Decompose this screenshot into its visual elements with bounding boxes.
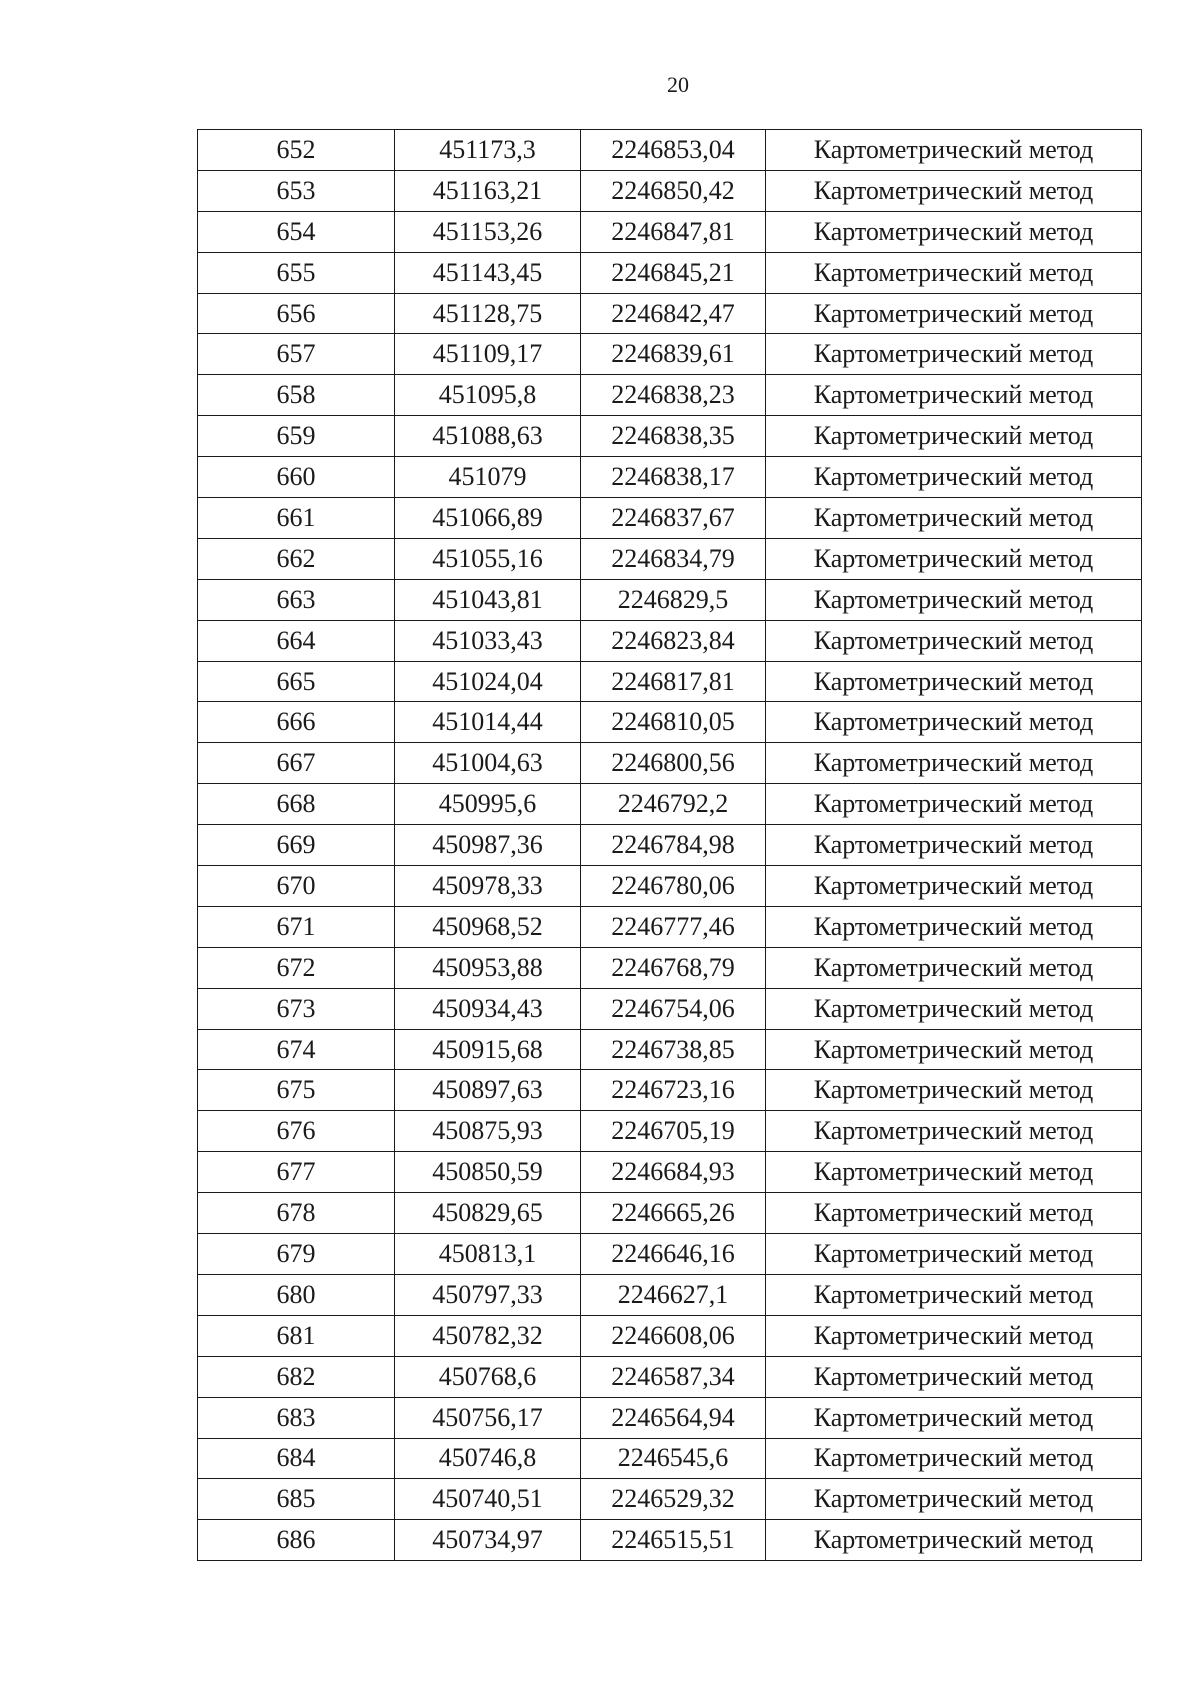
y-coordinate-cell: 2246608,06 <box>581 1315 766 1356</box>
method-cell: Картометрический метод <box>766 1315 1142 1356</box>
point-number-cell: 685 <box>198 1479 395 1520</box>
y-coordinate-cell: 2246545,6 <box>581 1438 766 1479</box>
method-cell: Картометрический метод <box>766 866 1142 907</box>
method-cell: Картометрический метод <box>766 1234 1142 1275</box>
y-coordinate-cell: 2246754,06 <box>581 988 766 1029</box>
table-row <box>198 1520 1142 1561</box>
y-coordinate-cell: 2246627,1 <box>581 1274 766 1315</box>
x-coordinate-cell: 450782,32 <box>395 1315 581 1356</box>
x-coordinate-cell: 450897,63 <box>395 1070 581 1111</box>
point-number-cell: 684 <box>198 1438 395 1479</box>
x-coordinate-cell: 450797,33 <box>395 1274 581 1315</box>
table-row <box>198 1274 1142 1315</box>
point-number-cell: 652 <box>198 130 395 171</box>
table-row <box>198 211 1142 252</box>
method-cell: Картометрический метод <box>766 1029 1142 1070</box>
point-number-cell: 671 <box>198 906 395 947</box>
table-row <box>198 866 1142 907</box>
point-number-cell: 664 <box>198 620 395 661</box>
y-coordinate-cell: 2246834,79 <box>581 538 766 579</box>
table-row <box>198 947 1142 988</box>
table-row <box>198 906 1142 947</box>
x-coordinate-cell: 450987,36 <box>395 825 581 866</box>
table-row <box>198 334 1142 375</box>
point-number-cell: 665 <box>198 661 395 702</box>
table-row <box>198 1029 1142 1070</box>
y-coordinate-cell: 2246780,06 <box>581 866 766 907</box>
method-cell: Картометрический метод <box>766 1070 1142 1111</box>
table-row <box>198 1111 1142 1152</box>
point-number-cell: 662 <box>198 538 395 579</box>
method-cell: Картометрический метод <box>766 620 1142 661</box>
method-cell: Картометрический метод <box>766 498 1142 539</box>
table-row <box>198 579 1142 620</box>
x-coordinate-cell: 450734,97 <box>395 1520 581 1561</box>
y-coordinate-cell: 2246842,47 <box>581 293 766 334</box>
table-row <box>198 498 1142 539</box>
y-coordinate-cell: 2246838,17 <box>581 457 766 498</box>
y-coordinate-cell: 2246684,93 <box>581 1152 766 1193</box>
y-coordinate-cell: 2246800,56 <box>581 743 766 784</box>
table-row <box>198 457 1142 498</box>
x-coordinate-cell: 451143,45 <box>395 252 581 293</box>
table-row <box>198 620 1142 661</box>
y-coordinate-cell: 2246838,23 <box>581 375 766 416</box>
x-coordinate-cell: 451004,63 <box>395 743 581 784</box>
method-cell: Картометрический метод <box>766 906 1142 947</box>
table-row <box>198 702 1142 743</box>
x-coordinate-cell: 451095,8 <box>395 375 581 416</box>
method-cell: Картометрический метод <box>766 457 1142 498</box>
method-cell: Картометрический метод <box>766 702 1142 743</box>
method-cell: Картометрический метод <box>766 1274 1142 1315</box>
y-coordinate-cell: 2246837,67 <box>581 498 766 539</box>
table-row <box>198 416 1142 457</box>
x-coordinate-cell: 450995,6 <box>395 784 581 825</box>
x-coordinate-cell: 451109,17 <box>395 334 581 375</box>
table-row <box>198 784 1142 825</box>
point-number-cell: 653 <box>198 170 395 211</box>
table-row <box>198 1397 1142 1438</box>
method-cell: Картометрический метод <box>766 661 1142 702</box>
point-number-cell: 673 <box>198 988 395 1029</box>
method-cell: Картометрический метод <box>766 1356 1142 1397</box>
y-coordinate-cell: 2246515,51 <box>581 1520 766 1561</box>
method-cell: Картометрический метод <box>766 988 1142 1029</box>
method-cell: Картометрический метод <box>766 130 1142 171</box>
point-number-cell: 657 <box>198 334 395 375</box>
x-coordinate-cell: 451033,43 <box>395 620 581 661</box>
y-coordinate-cell: 2246853,04 <box>581 130 766 171</box>
y-coordinate-cell: 2246665,26 <box>581 1193 766 1234</box>
table-row <box>198 661 1142 702</box>
method-cell: Картометрический метод <box>766 211 1142 252</box>
x-coordinate-cell: 450813,1 <box>395 1234 581 1275</box>
table-row <box>198 1234 1142 1275</box>
method-cell: Картометрический метод <box>766 825 1142 866</box>
point-number-cell: 654 <box>198 211 395 252</box>
table-row <box>198 825 1142 866</box>
x-coordinate-cell: 450746,8 <box>395 1438 581 1479</box>
point-number-cell: 667 <box>198 743 395 784</box>
point-number-cell: 655 <box>198 252 395 293</box>
page-number: 20 <box>667 72 689 97</box>
x-coordinate-cell: 450740,51 <box>395 1479 581 1520</box>
method-cell: Картометрический метод <box>766 1193 1142 1234</box>
table-row <box>198 1070 1142 1111</box>
point-number-cell: 670 <box>198 866 395 907</box>
table-row <box>198 538 1142 579</box>
x-coordinate-cell: 450915,68 <box>395 1029 581 1070</box>
point-number-cell: 674 <box>198 1029 395 1070</box>
point-number-cell: 679 <box>198 1234 395 1275</box>
y-coordinate-cell: 2246587,34 <box>581 1356 766 1397</box>
method-cell: Картометрический метод <box>766 538 1142 579</box>
method-cell: Картометрический метод <box>766 784 1142 825</box>
table-row <box>198 1193 1142 1234</box>
table-row <box>198 293 1142 334</box>
y-coordinate-cell: 2246723,16 <box>581 1070 766 1111</box>
x-coordinate-cell: 451088,63 <box>395 416 581 457</box>
method-cell: Картометрический метод <box>766 334 1142 375</box>
method-cell: Картометрический метод <box>766 743 1142 784</box>
method-cell: Картометрический метод <box>766 375 1142 416</box>
table-row <box>198 375 1142 416</box>
y-coordinate-cell: 2246529,32 <box>581 1479 766 1520</box>
point-number-cell: 677 <box>198 1152 395 1193</box>
x-coordinate-cell: 450756,17 <box>395 1397 581 1438</box>
method-cell: Картометрический метод <box>766 1479 1142 1520</box>
table-row <box>198 1315 1142 1356</box>
table-row <box>198 988 1142 1029</box>
method-cell: Картометрический метод <box>766 1152 1142 1193</box>
table-row <box>198 170 1142 211</box>
method-cell: Картометрический метод <box>766 947 1142 988</box>
x-coordinate-cell: 451043,81 <box>395 579 581 620</box>
y-coordinate-cell: 2246838,35 <box>581 416 766 457</box>
x-coordinate-cell: 451173,3 <box>395 130 581 171</box>
y-coordinate-cell: 2246817,81 <box>581 661 766 702</box>
y-coordinate-cell: 2246646,16 <box>581 1234 766 1275</box>
point-number-cell: 668 <box>198 784 395 825</box>
point-number-cell: 681 <box>198 1315 395 1356</box>
y-coordinate-cell: 2246850,42 <box>581 170 766 211</box>
method-cell: Картометрический метод <box>766 416 1142 457</box>
y-coordinate-cell: 2246845,21 <box>581 252 766 293</box>
y-coordinate-cell: 2246705,19 <box>581 1111 766 1152</box>
point-number-cell: 672 <box>198 947 395 988</box>
point-number-cell: 678 <box>198 1193 395 1234</box>
x-coordinate-cell: 450953,88 <box>395 947 581 988</box>
x-coordinate-cell: 450768,6 <box>395 1356 581 1397</box>
point-number-cell: 686 <box>198 1520 395 1561</box>
table-row <box>198 1479 1142 1520</box>
coordinates-table <box>197 129 1142 1561</box>
x-coordinate-cell: 451024,04 <box>395 661 581 702</box>
method-cell: Картометрический метод <box>766 293 1142 334</box>
table-row <box>198 1152 1142 1193</box>
method-cell: Картометрический метод <box>766 252 1142 293</box>
x-coordinate-cell: 450978,33 <box>395 866 581 907</box>
x-coordinate-cell: 451014,44 <box>395 702 581 743</box>
point-number-cell: 666 <box>198 702 395 743</box>
x-coordinate-cell: 450934,43 <box>395 988 581 1029</box>
x-coordinate-cell: 450968,52 <box>395 906 581 947</box>
table-row <box>198 1438 1142 1479</box>
y-coordinate-cell: 2246564,94 <box>581 1397 766 1438</box>
y-coordinate-cell: 2246839,61 <box>581 334 766 375</box>
method-cell: Картометрический метод <box>766 579 1142 620</box>
table-row <box>198 743 1142 784</box>
point-number-cell: 676 <box>198 1111 395 1152</box>
y-coordinate-cell: 2246792,2 <box>581 784 766 825</box>
y-coordinate-cell: 2246823,84 <box>581 620 766 661</box>
method-cell: Картометрический метод <box>766 1438 1142 1479</box>
y-coordinate-cell: 2246768,79 <box>581 947 766 988</box>
point-number-cell: 660 <box>198 457 395 498</box>
point-number-cell: 658 <box>198 375 395 416</box>
point-number-cell: 683 <box>198 1397 395 1438</box>
x-coordinate-cell: 451153,26 <box>395 211 581 252</box>
point-number-cell: 669 <box>198 825 395 866</box>
point-number-cell: 656 <box>198 293 395 334</box>
point-number-cell: 661 <box>198 498 395 539</box>
x-coordinate-cell: 450829,65 <box>395 1193 581 1234</box>
y-coordinate-cell: 2246784,98 <box>581 825 766 866</box>
method-cell: Картометрический метод <box>766 1397 1142 1438</box>
point-number-cell: 659 <box>198 416 395 457</box>
table-row <box>198 1356 1142 1397</box>
x-coordinate-cell: 451163,21 <box>395 170 581 211</box>
coordinates-table-body <box>198 130 1142 1561</box>
y-coordinate-cell: 2246847,81 <box>581 211 766 252</box>
point-number-cell: 680 <box>198 1274 395 1315</box>
x-coordinate-cell: 451066,89 <box>395 498 581 539</box>
method-cell: Картометрический метод <box>766 170 1142 211</box>
x-coordinate-cell: 450850,59 <box>395 1152 581 1193</box>
x-coordinate-cell: 450875,93 <box>395 1111 581 1152</box>
y-coordinate-cell: 2246777,46 <box>581 906 766 947</box>
y-coordinate-cell: 2246829,5 <box>581 579 766 620</box>
point-number-cell: 682 <box>198 1356 395 1397</box>
point-number-cell: 675 <box>198 1070 395 1111</box>
x-coordinate-cell: 451079 <box>395 457 581 498</box>
table-row <box>198 252 1142 293</box>
y-coordinate-cell: 2246738,85 <box>581 1029 766 1070</box>
method-cell: Картометрический метод <box>766 1520 1142 1561</box>
table-row <box>198 130 1142 171</box>
method-cell: Картометрический метод <box>766 1111 1142 1152</box>
x-coordinate-cell: 451055,16 <box>395 538 581 579</box>
y-coordinate-cell: 2246810,05 <box>581 702 766 743</box>
point-number-cell: 663 <box>198 579 395 620</box>
x-coordinate-cell: 451128,75 <box>395 293 581 334</box>
